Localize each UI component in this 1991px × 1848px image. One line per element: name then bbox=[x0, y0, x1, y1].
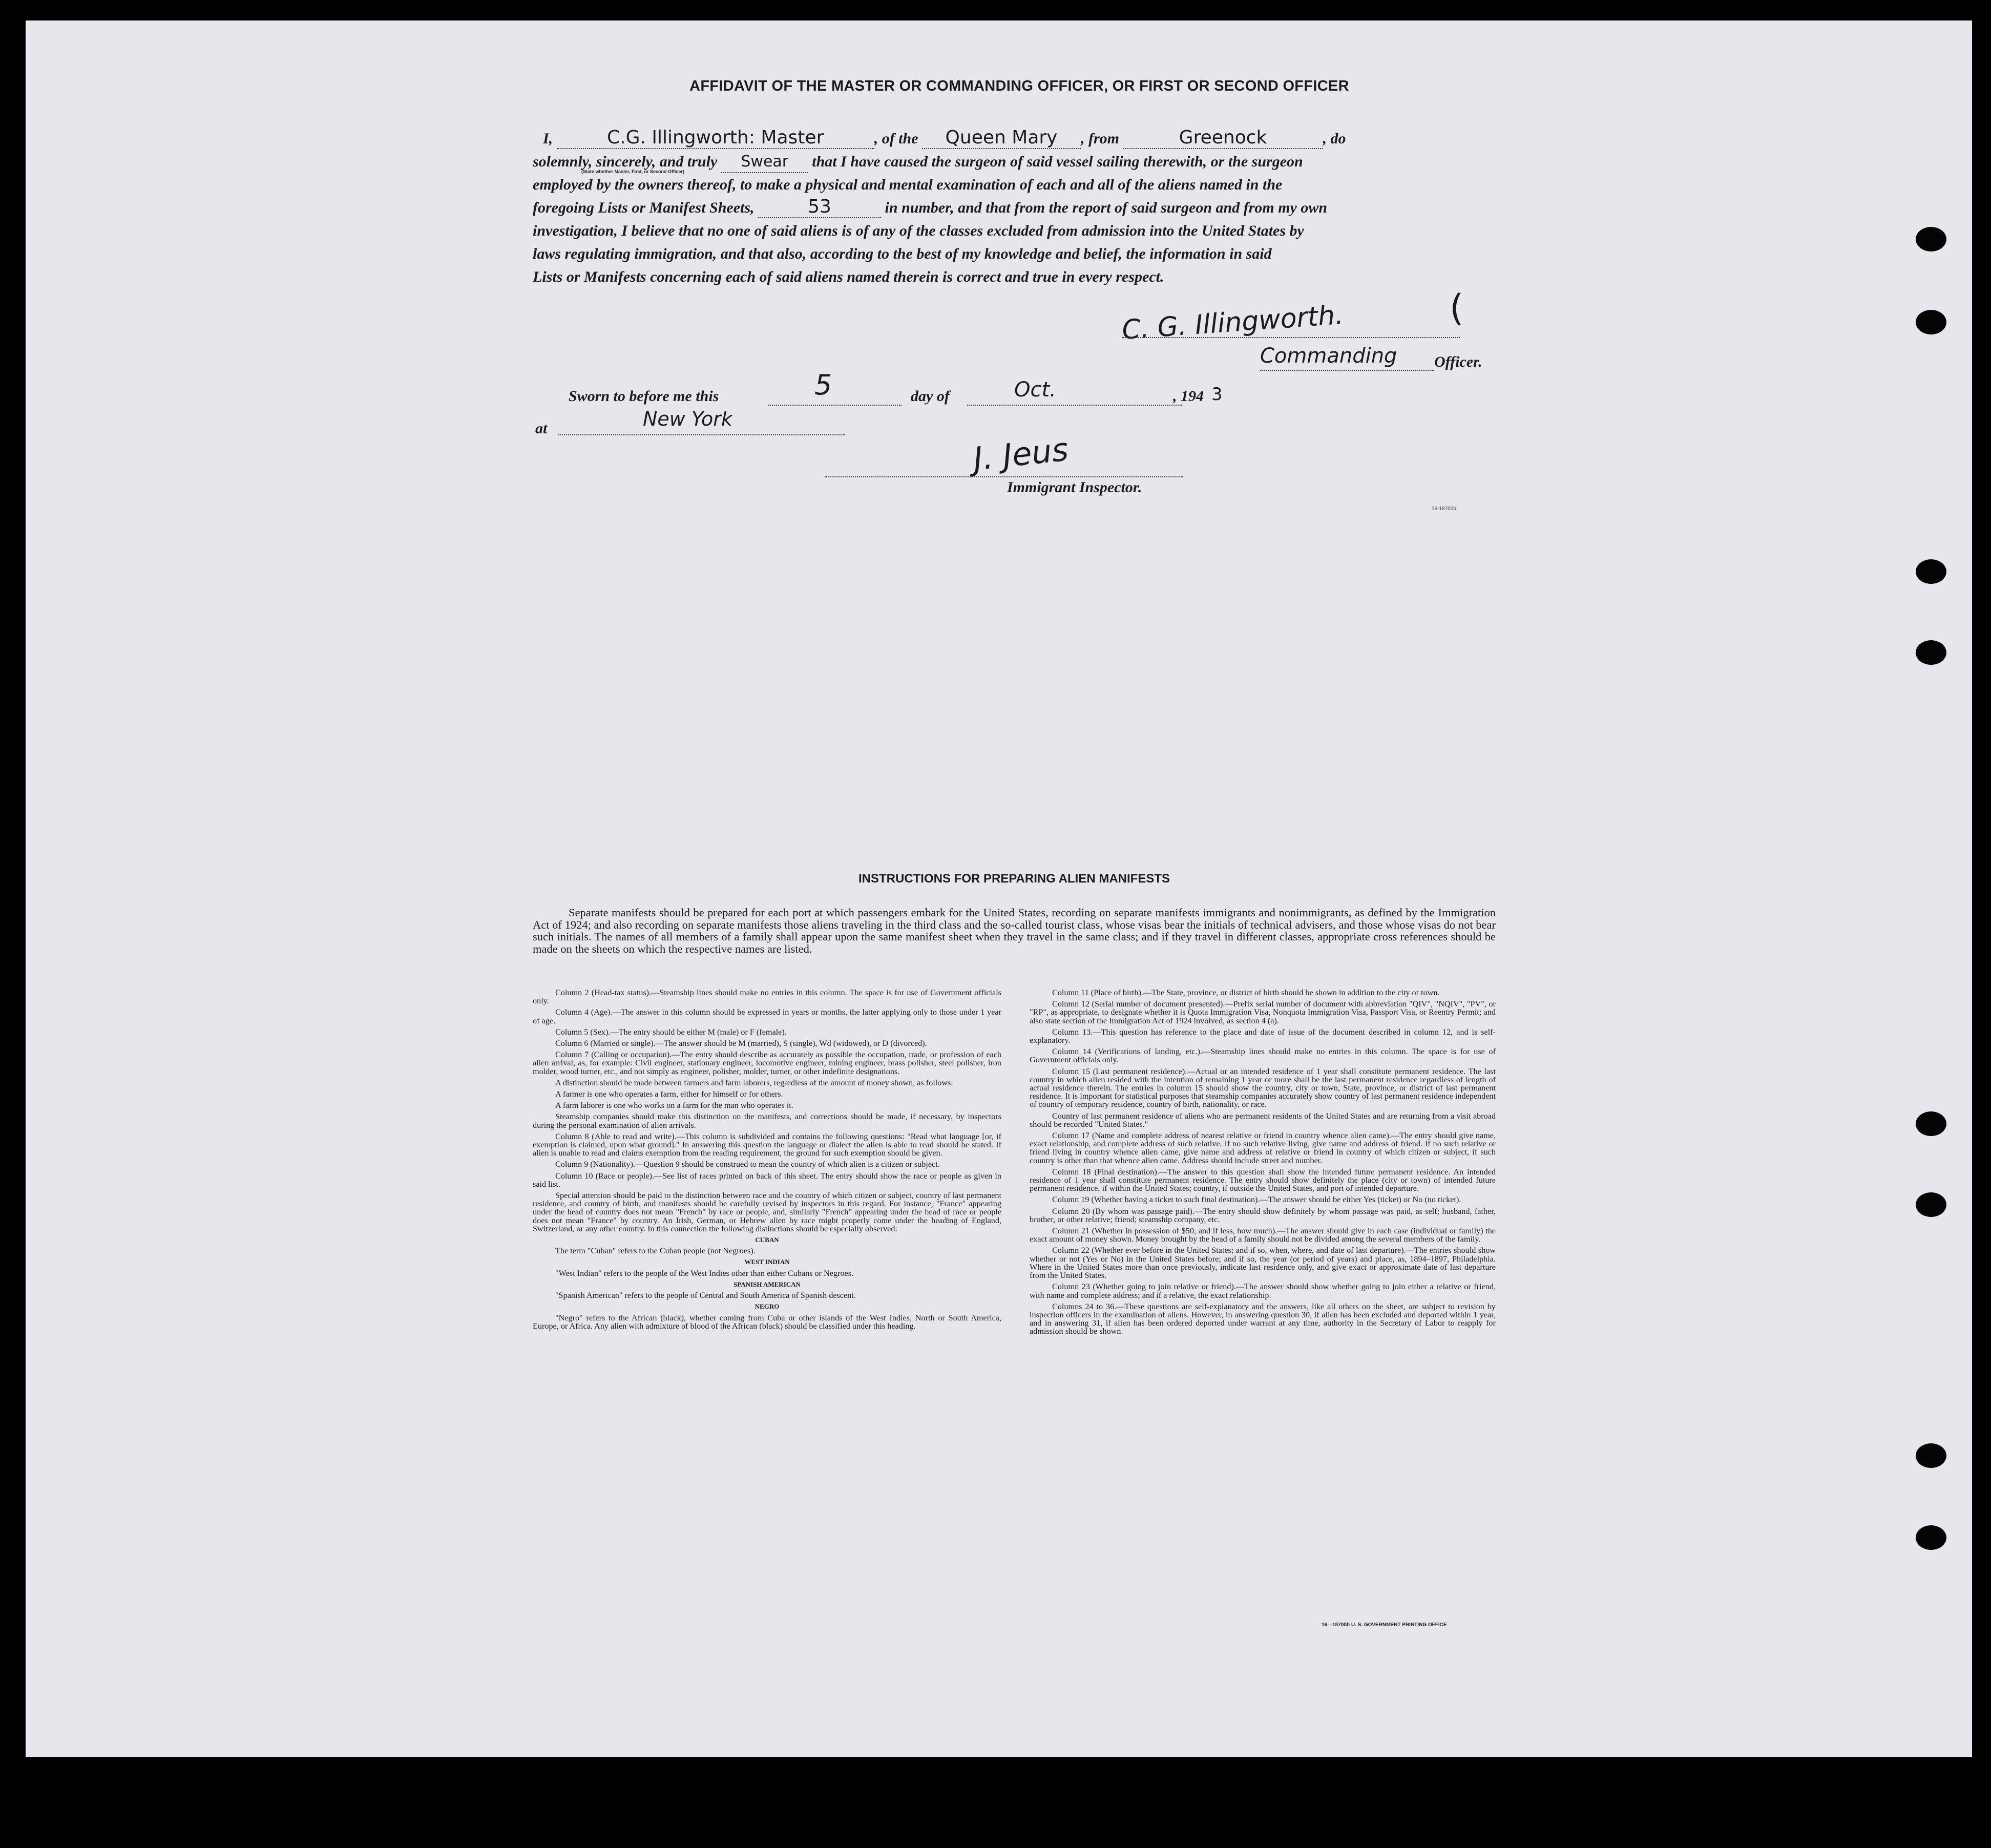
place-field: New York bbox=[643, 408, 732, 430]
instruction-paragraph: Column 4 (Age).—The answer in this column should be expressed in years or months, the latter applying only to those under 1 year of age. bbox=[533, 1007, 1001, 1025]
day-line bbox=[768, 405, 902, 406]
punch-hole bbox=[1916, 227, 1946, 251]
instruction-paragraph: A distinction should be made between farmers and farm laborers, regardless of the amount of money shown, as follows: bbox=[555, 1078, 953, 1087]
punch-hole bbox=[1916, 310, 1946, 334]
affidavit-line3: employed by the owners thereof, to make a physical and mental examination of each and all of the aliens named in the bbox=[533, 176, 1283, 193]
affidavit-body bbox=[533, 127, 1496, 288]
instructions-left-column bbox=[533, 989, 1001, 1333]
officer-name-field: C.G. Illingworth: Master bbox=[557, 128, 874, 149]
instruction-paragraph: Column 21 (Whether in possession of $50, and if less, how much).—The answer should give in each case (individual or family) the exact amount of money shown. Money brought by the head of a family should not be divided among the several members of the family. bbox=[1030, 1226, 1496, 1244]
signature-line bbox=[1122, 337, 1460, 338]
affidavit-line6: laws regulating immigration, and that also, according to the best of my knowledge and belief, the information in said bbox=[533, 245, 1272, 262]
printing-office-footer: 16—18700b U. S. GOVERNMENT PRINTING OFFICE bbox=[1322, 1622, 1447, 1628]
affidavit-line2b: that I have caused the surgeon of said vessel sailing therewith, or the surgeon bbox=[812, 153, 1303, 170]
punch-hole bbox=[1916, 640, 1946, 665]
month-field: Oct. bbox=[1014, 378, 1056, 402]
instruction-paragraph: Columns 24 to 36.—These questions are self-explanatory and the answers, like all others on the sheet, are subject to revision by inspection officers in the examination of aliens. However, in answering question 30, if alien has been excluded and deported within 1 year, and in answering 31, if alien has been ordered deported under warrant at any time, authority in the Secretary of Labor to reapply for admission should be shown. bbox=[1030, 1301, 1496, 1336]
punch-hole bbox=[1916, 1192, 1946, 1217]
heading-west-indian: WEST INDIAN bbox=[744, 1258, 790, 1266]
instruction-paragraph: Country of last permanent residence of aliens who are permanent residents of the United States and are returning from a visit abroad should be recorded "United States." bbox=[1030, 1111, 1496, 1129]
officer-rank-note: (State whether Master, First, or Second Officer) bbox=[581, 169, 685, 174]
heading-cuban: CUBAN bbox=[755, 1236, 779, 1244]
inspector-label: Immigrant Inspector. bbox=[1007, 479, 1142, 496]
year-prefix: , 194 bbox=[1173, 388, 1204, 405]
sworn-label: Sworn to before me this bbox=[569, 388, 719, 405]
year-suffix: 3 bbox=[1211, 384, 1223, 405]
instructions-intro: Separate manifests should be prepared for each port at which passengers embark for the United States, recording on separate manifests immigrants and nonimmigrants, as defined by the Immigration Act of 1924; and also recording on separate manifests those aliens traveling in the third class and the so-called tourist class, whose visas bear the initials of technical advisers, and those whose visas do not bear such initials. The names of all members of a family shall appear upon the same manifest sheet when they travel in the same class; and if they travel in different classes, appropriate cross references should be made on the sheets on which the respective names are listed. bbox=[533, 906, 1496, 955]
instructions-title: INSTRUCTIONS FOR PREPARING ALIEN MANIFESTS bbox=[858, 872, 1170, 886]
sheet-count-field: 53 bbox=[758, 197, 881, 218]
instruction-paragraph: Column 6 (Married or single).—The answer should be M (married), S (single), Wd (widowed), or D (divorced). bbox=[555, 1039, 927, 1048]
instruction-paragraph: Column 22 (Whether ever before in the United States; and if so, when, where, and date of last departure).—The entries should show whether or not (Yes or No) in the United States before; and if so, the year (or period of years) and place, as, 1894–1897, Philadelphia. Where in the United States more than once previously, indicate last residence only, and give exact or approximate date of last departure from the United States. bbox=[1030, 1246, 1496, 1280]
of-the-label: , of the bbox=[874, 130, 918, 147]
instruction-paragraph: Column 20 (By whom was passage paid).—The entry should show definitely by whom passage was paid, as self; husband, father, brother, or other relative; friend; steamship company, etc. bbox=[1030, 1206, 1496, 1224]
inspector-signature: J. Jeus bbox=[971, 430, 1071, 478]
port-field: Greenock bbox=[1123, 128, 1323, 149]
punch-hole bbox=[1916, 1443, 1946, 1468]
rank-handwritten: Commanding bbox=[1260, 344, 1397, 368]
do-label: , do bbox=[1323, 130, 1346, 147]
heading-spanish-american: SPANISH AMERICAN bbox=[733, 1280, 801, 1288]
affidavit-line7: Lists or Manifests concerning each of said aliens named therein is correct and true in every respect. bbox=[533, 268, 1164, 285]
instruction-paragraph: Steamship companies should make this distinction on the manifests, and corrections should be made, if necessary, by inspectors during the personal examination of alien arrivals. bbox=[533, 1112, 1001, 1130]
instruction-paragraph: "West Indian" refers to the people of the West Indies other than either Cubans or Negroes. bbox=[555, 1268, 854, 1278]
instruction-paragraph: Special attention should be paid to the distinction between race and the country of which citizen or subject, country of last permanent residence, and country of birth, and manifests should be carefully revised by inspectors in this regard. For instance, "France" appearing under the head of country does not mean "French" by race or people, and, similarly "French" appearing under the head of race or people does not mean "France" by country. An Irish, German, or Hebrew alien by race might properly come under the heading of England, Switzerland, or any other country. In this connection the following distinctions should be especially observed: bbox=[533, 1191, 1001, 1233]
affidavit-i: I, bbox=[543, 130, 553, 147]
at-label: at bbox=[535, 420, 548, 437]
instruction-paragraph: Column 11 (Place of birth).—The State, province, or district of birth should be shown in addition to the city or town. bbox=[1052, 988, 1440, 997]
punch-hole bbox=[1916, 1525, 1946, 1550]
affidavit-line4b: in number, and that from the report of said surgeon and from my own bbox=[885, 199, 1328, 216]
instruction-paragraph: A farm laborer is one who works on a farm for the man who operates it. bbox=[555, 1101, 793, 1110]
instruction-paragraph: Column 10 (Race or people).—See list of races printed on back of this sheet. The entry should show the race or people as given in said list. bbox=[533, 1171, 1001, 1189]
master-signature: C. G. Illingworth. bbox=[1121, 299, 1345, 346]
instruction-paragraph: A farmer is one who operates a farm, either for himself or for others. bbox=[555, 1089, 783, 1099]
heading-negro: NEGRO bbox=[755, 1303, 780, 1311]
instruction-paragraph: Column 8 (Able to read and write).—This column is subdivided and contains the following questions: "Read what language [or, if exemption is claimed, upon what ground]." In answering this question the language or dialect the alien is able to read should be stated. If alien is unable to read and claims exemption from the reading requirement, the ground for such exemption should be given. bbox=[533, 1131, 1001, 1158]
instruction-paragraph: The term "Cuban" refers to the Cuban people (not Negroes). bbox=[555, 1246, 756, 1256]
instruction-paragraph: Column 14 (Verifications of landing, etc.).—Steamship lines should make no entries in this column. The space is for use of Government officials only. bbox=[1030, 1047, 1496, 1065]
rank-line bbox=[1260, 370, 1434, 371]
punch-hole bbox=[1916, 1111, 1946, 1136]
from-label: , from bbox=[1081, 130, 1120, 147]
inspector-line bbox=[825, 476, 1183, 477]
affidavit-line2a: solemnly, sincerely, and truly bbox=[533, 153, 718, 170]
affidavit-line4a: foregoing Lists or Manifest Sheets, bbox=[533, 199, 755, 216]
oath-type-field: Swear bbox=[721, 152, 808, 173]
affidavit-line5: investigation, I believe that no one of said aliens is of any of the classes excluded from admission into the United States by bbox=[533, 222, 1304, 239]
vessel-name-field: Queen Mary bbox=[922, 128, 1081, 149]
instruction-paragraph: Column 5 (Sex).—The entry should be either M (male) or F (female). bbox=[555, 1027, 787, 1037]
instruction-paragraph: "Negro" refers to the African (black), whether coming from Cuba or other islands of the West Indies, North or South America, Europe, or Africa. Any alien with admixture of blood of the African (black) should be classified under this heading. bbox=[533, 1313, 1001, 1331]
instruction-paragraph: Column 7 (Calling or occupation).—The entry should describe as accurately as possible the occupation, trade, or profession of each alien arrival, as, for example: Civil engineer, stationary engineer, locomotive engineer, mining engineer, brass polisher, steel polisher, iron molder, wood turner, etc., and not simply as engineer, polisher, molder, turner, or other indefinite designations. bbox=[533, 1050, 1001, 1076]
instruction-paragraph: Column 12 (Serial number of document presented).—Prefix serial number of document with abbreviation "QIV", "NQIV", "PV", or "RP", as appropriate, to designate whether it is Quota Immigration Visa, Nonquota Immigration Visa, Passport Visa, or Reentry Permit; and also state section of the Immigration Act of 1924 involved, as section 4 (a). bbox=[1030, 999, 1496, 1025]
instruction-paragraph: Column 19 (Whether having a ticket to such final destination).—The answer should be either Yes (ticket) or No (no ticket). bbox=[1052, 1195, 1461, 1205]
instruction-paragraph: Column 13.—This question has reference to the place and date of issue of the document described in column 12, and is self-explanatory. bbox=[1030, 1027, 1496, 1045]
instruction-paragraph: Column 23 (Whether going to join relative or friend).—The answer should show whether going to join either a relative or friend, with name and complete address; and if a relative, the exact relationship. bbox=[1030, 1282, 1496, 1300]
instruction-paragraph: Column 15 (Last permanent residence).—Actual or an intended residence of 1 year shall constitute permanent residence. The last country in which alien resided with the intention of remaining 1 year or more shall be the last permanent residence regardless of length of actual residence therein. The entries in column 15 should show the country, city or town, State, province, or district of last permanent residence. It is important for statistical purposes that steamship companies accurately show country of last permanent residence independent of country of temporary residence, country of birth, nationality, or race. bbox=[1030, 1066, 1496, 1109]
instruction-paragraph: Column 17 (Name and complete address of nearest relative or friend in country whence alien came).—The entry should give name, exact relationship, and complete address of such relative. If no such relative living, give name and address of friend. If no such relative or friend living in country whence alien came, give name and address of relative or friend in country of which citizen or subject, if such country is other than that whence alien came. Address should include street and number. bbox=[1030, 1131, 1496, 1165]
instruction-paragraph: Column 9 (Nationality).—Question 9 should be construed to mean the country of which alien is a citizen or subject. bbox=[555, 1160, 940, 1169]
instruction-paragraph: Column 2 (Head-tax status).—Steamship lines should make no entries in this column. The space is for use of Government officials only. bbox=[533, 988, 1001, 1006]
signature-flourish: ( bbox=[1450, 287, 1464, 329]
punch-hole bbox=[1916, 559, 1946, 584]
month-line bbox=[967, 405, 1182, 406]
affidavit-title: AFFIDAVIT OF THE MASTER OR COMMANDING OFFICER, OR FIRST OR SECOND OFFICER bbox=[689, 78, 1349, 94]
day-field: 5 bbox=[814, 369, 832, 401]
form-number: 16-18700b bbox=[1432, 506, 1456, 512]
instruction-paragraph: "Spanish American" refers to the people of Central and South America of Spanish descent. bbox=[555, 1291, 856, 1300]
place-line bbox=[558, 434, 845, 435]
instructions-right-column bbox=[1030, 989, 1496, 1339]
day-of-label: day of bbox=[911, 388, 950, 405]
instruction-paragraph: Column 18 (Final destination).—The answer to this question shall show the intended future permanent residence. An intended residence of 1 year shall constitute permanent residence. The entry should show definitely the place (city or town) of intended future permanent residence, if within the United States; country, if outside the United States, and port of intended departure. bbox=[1030, 1167, 1496, 1193]
officer-label: Officer. bbox=[1434, 353, 1482, 370]
